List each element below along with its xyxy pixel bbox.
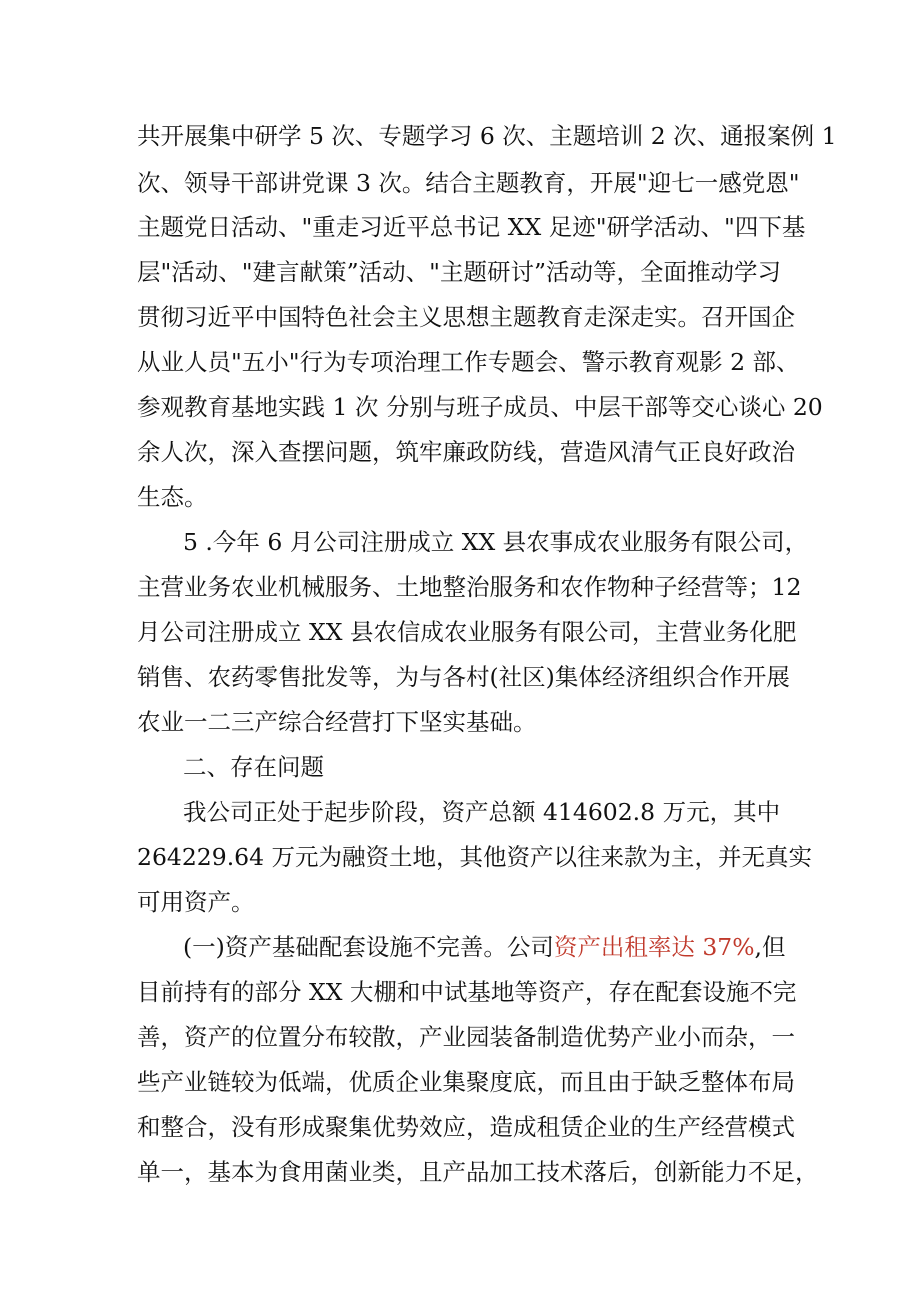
text-line-22: 些产业链较为低端，优质企业集聚度底，而且由于缺乏整体布局: [137, 1068, 795, 1096]
text-line-3: 主题党日活动、"重走习近平总书记 XX 足迹"研学活动、"四下基: [137, 213, 806, 241]
text-line-12: 月公司注册成立 XX 县农信成农业服务有限公司，主营业务化肥: [137, 618, 797, 646]
text-line-19: [183, 932, 786, 962]
text-line-17: 264229.64 万元为融资土地，其他资产以往来款为主，并无真实: [137, 843, 813, 871]
text-line-14: 农业一二三产综合经营打下坚实基础。: [137, 708, 537, 736]
text-line-11: 主营业务农业机械服务、土地整治服务和农作物种子经营等；12: [137, 573, 802, 601]
text-line-16: 我公司正处于起步阶段，资产总额 414602.8 万元，其中: [183, 798, 781, 826]
highlighted-rental-rate: 资产出租率达 37%: [553, 933, 755, 961]
text-line-6: 从业人员"五小"行为专项治理工作专题会、警示教育观影 2 部、: [137, 348, 800, 376]
text-line-13: 销售、农药零售批发等，为与各村(社区)集体经济组织合作开展: [137, 663, 790, 691]
text-line-18: 可用资产。: [137, 888, 255, 916]
text-line-24: 单一，基本为食用菌业类，且产品加工技术落后，创新能力不足，: [137, 1158, 819, 1186]
text-line-20: 目前持有的部分 XX 大棚和中试基地等资产，存在配套设施不完: [137, 978, 797, 1006]
subheading-text: (一)资产基础配套设施不完善。公司: [183, 933, 554, 961]
text-line-4: 层"活动、"建言献策”活动、"主题研讨”活动等，全面推动学习: [137, 258, 781, 286]
text-line-7: 参观教育基地实践 1 次 分别与班子成员、中层干部等交心谈心 20: [137, 393, 823, 421]
text-line-10: 5 .今年 6 月公司注册成立 XX 县农事成农业服务有限公司，: [183, 528, 809, 556]
section-heading: 二、存在问题: [183, 753, 324, 781]
text-line-2: 次、领导干部讲党课 3 次。结合主题教育，开展"迎七一感党恩": [137, 169, 800, 197]
text-line-23: 和整合，没有形成聚集优势效应，造成租赁企业的生产经营模式: [137, 1113, 795, 1141]
text-tail: ,但: [754, 933, 786, 961]
text-line-8: 余人次，深入查摆问题，筑牢廉政防线，营造风清气正良好政治: [137, 438, 795, 466]
text-line-21: 善，资产的位置分布较散，产业园装备制造优势产业小而杂，一: [137, 1023, 795, 1051]
text-line-9: 生态。: [137, 483, 208, 511]
text-line-1: 共开展集中研学 5 次、专题学习 6 次、主题培训 2 次、通报案例 1: [137, 122, 837, 150]
text-line-5: 贯彻习近平中国特色社会主义思想主题教育走深走实。召开国企: [137, 303, 795, 331]
